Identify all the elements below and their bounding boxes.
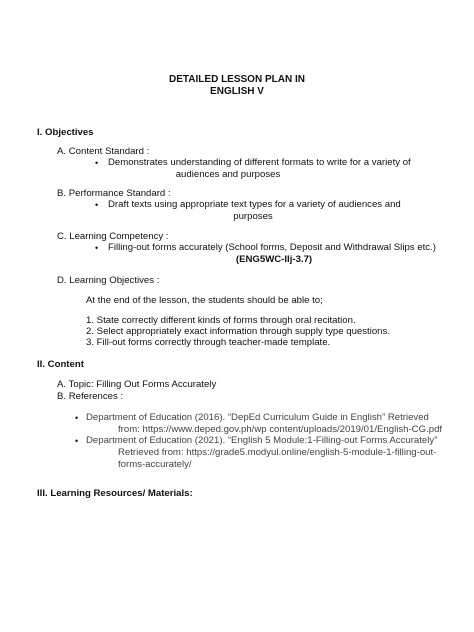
content-heading: II. Content <box>37 359 84 370</box>
reference-item-line2: from: https://www.deped.gov.ph/wp content/uploads/2019/01/English-CG.pdf <box>118 424 443 435</box>
performance-standard-text-line2: purposes <box>233 211 273 222</box>
reference-item-line2: Retrieved from: https://grade5.modyul.online/english-5-module-1-filling-out- <box>118 447 437 458</box>
document-title-line2: ENGLISH V <box>210 86 264 97</box>
reference-item-line1: Department of Education (2021). “English 5 Module:1-Filling-out Forms Accurately” <box>86 435 438 446</box>
learning-competency-text: Filling-out forms accurately (School forms, Deposit and Withdrawal Slips etc.) <box>108 242 436 253</box>
content-standard-label: A. Content Standard : <box>57 146 150 157</box>
bullet-icon: • <box>95 200 99 210</box>
bullet-icon: • <box>75 413 79 423</box>
reference-item-line1: Department of Education (2016). “DepEd Curriculum Guide in English” Retrieved <box>86 412 429 423</box>
performance-standard-label: B. Performance Standard : <box>57 188 171 199</box>
bullet-icon: • <box>95 243 99 253</box>
reference-item-line3: forms-accurately/ <box>118 459 192 470</box>
objectives-heading: I. Objectives <box>37 127 94 138</box>
content-standard-text-line1: Demonstrates understanding of different formats to write for a variety of <box>108 157 411 168</box>
bullet-icon: • <box>95 158 99 168</box>
topic-text: A. Topic: Filling Out Forms Accurately <box>57 379 217 390</box>
references-label: B. References : <box>57 391 124 402</box>
content-standard-text-line2: audiences and purposes <box>175 169 281 180</box>
document-title-line1: DETAILED LESSON PLAN IN <box>169 74 305 85</box>
learning-objective-item: 3. Fill-out forms correctly through teacher-made template. <box>86 337 331 348</box>
learning-objectives-intro: At the end of the lesson, the students should be able to; <box>86 295 323 306</box>
learning-competency-code: (ENG5WC-IIj-3.7) <box>235 254 313 265</box>
performance-standard-text-line1: Draft texts using appropriate text types for a variety of audiences and <box>108 199 401 210</box>
learning-objective-item: 1. State correctly different kinds of forms through oral recitation. <box>86 315 356 326</box>
learning-objective-item: 2. Select appropriately exact information through supply type questions. <box>86 326 390 337</box>
learning-competency-label: C. Learning Competency : <box>57 231 169 242</box>
bullet-icon: • <box>75 436 79 446</box>
resources-heading: III. Learning Resources/ Materials: <box>37 488 193 499</box>
learning-objectives-label: D. Learning Objectives : <box>57 275 160 286</box>
